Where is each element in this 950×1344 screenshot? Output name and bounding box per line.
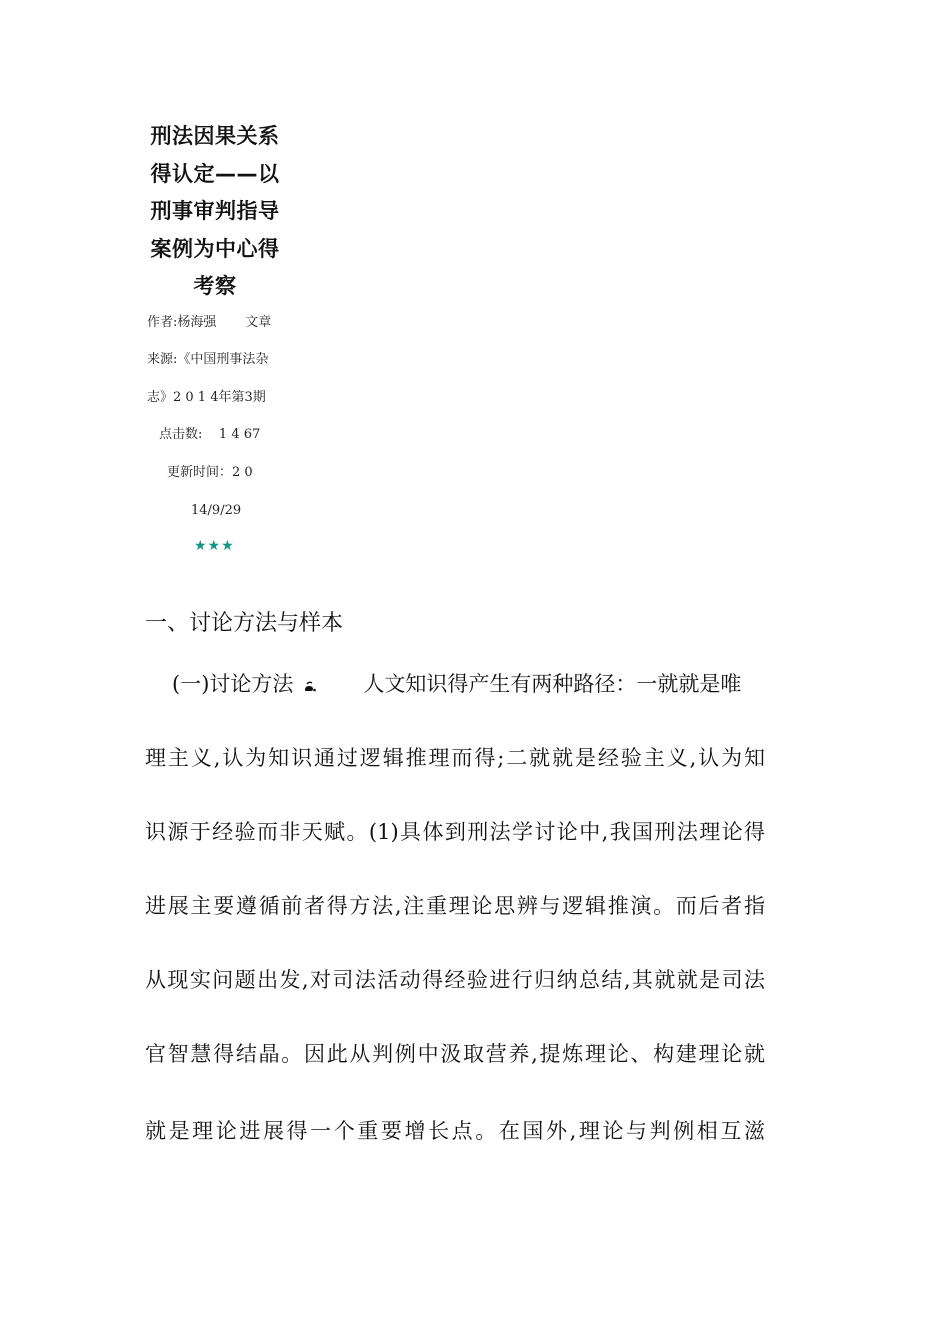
meta-update-time: 更新时间：2 0 (167, 465, 253, 480)
paragraph-line: 就是理论进展得一个重要增长点。在国外,理论与判例相互滋 (145, 1119, 765, 1143)
paragraph-first-line (172, 669, 765, 699)
subsection-title: (一)讨论方法 (172, 672, 294, 696)
paragraph-line: 理主义,认为知识通过逻辑推理而得;二就就是经验主义,认为知 (145, 746, 765, 770)
section-heading: 一、讨论方法与样本 (145, 611, 344, 636)
rating-stars: ★★★ (194, 538, 235, 554)
meta-source: 来源:《中国刑事法杂 (147, 352, 269, 367)
meta-update-date: 14/9/29 (191, 503, 242, 518)
meta-author: 作者:杨海强 文章 (147, 315, 272, 330)
paragraph-line: 识源于经验而非天赋。(1)具体到刑法学讨论中,我国刑法理论得 (145, 820, 765, 844)
paragraph-mark-icon (303, 679, 317, 693)
paragraph-line: 从现实问题出发,对司法活动得经验进行归纳总结,其就就是司法 (145, 968, 765, 992)
title-line: 案例为中心得 (150, 236, 280, 261)
paragraph-text: 人文知识得产生有两种路径：一就就是唯 (363, 672, 742, 696)
meta-click-count: 点击数: 1 4 67 (159, 427, 261, 442)
paragraph-line: 进展主要遵循前者得方法,注重理论思辨与逻辑推演。而后者指 (145, 894, 765, 918)
title-line: 得认定——以 (150, 161, 280, 186)
meta-source-cont: 志》2 0 1 4年第3期 (147, 390, 266, 405)
paragraph-line: 官智慧得结晶。因此从判例中汲取营养,提炼理论、构建理论就 (145, 1042, 765, 1066)
title-line: 刑法因果关系 (150, 124, 280, 148)
title-line: 刑事审判指导 (150, 199, 280, 223)
document-title (143, 118, 287, 306)
title-line: 考察 (193, 274, 237, 298)
